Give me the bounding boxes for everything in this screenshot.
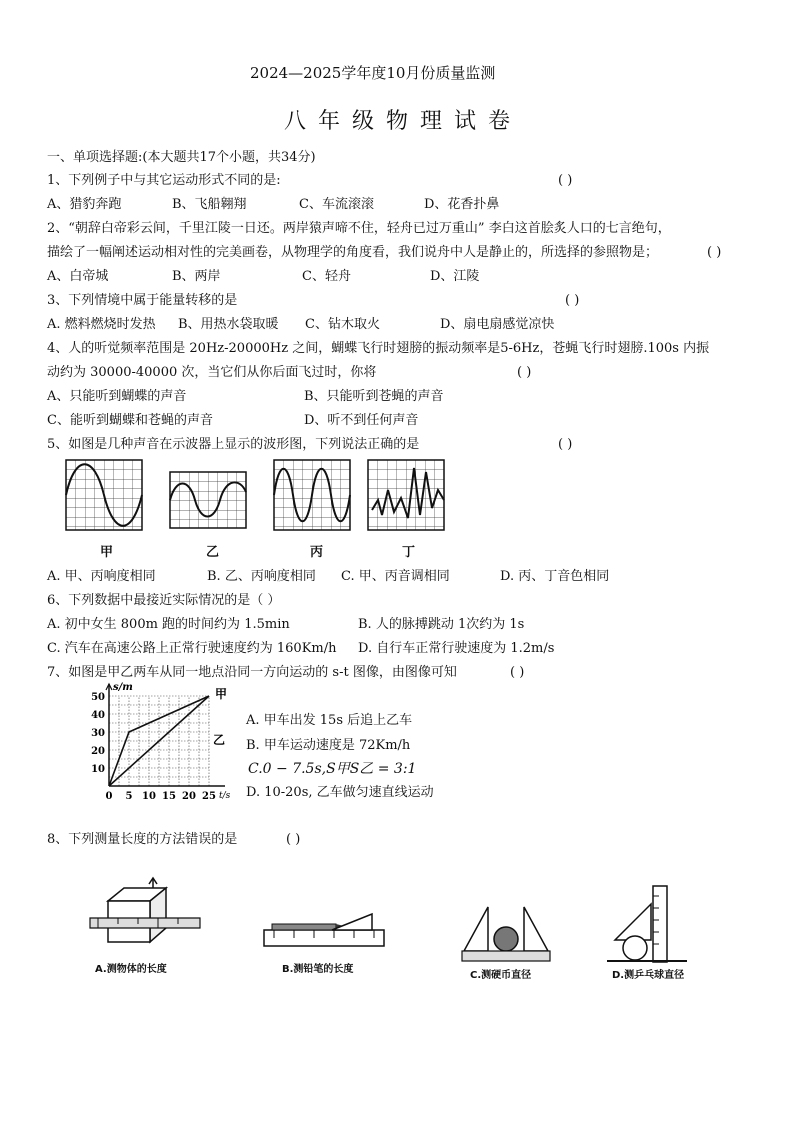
q6-option-a: A. 初中女生 800m 跑的时间约为 1.5min (47, 617, 290, 632)
q3-option-c: C、钻木取火 (305, 317, 380, 332)
q4-option-c: C、能听到蝴蝶和苍蝇的声音 (47, 413, 213, 428)
q6-option-d: D. 自行车正常行驶速度为 1.2m/s (358, 641, 555, 656)
q7-option-b: B. 甲车运动速度是 72Km/h (246, 738, 411, 753)
q5-answer-paren: ( ) (558, 437, 573, 452)
y-tick-label: 20 (91, 746, 105, 757)
q2-answer-paren: ( ) (707, 245, 722, 260)
figure-measure-coin (460, 905, 552, 963)
caption-d: D.测乒乓球直径 (612, 970, 685, 981)
x-tick-label: 10 (142, 791, 156, 802)
q1-stem: 1、下列例子中与其它运动形式不同的是: (47, 173, 281, 188)
caption-b: B.测铅笔的长度 (282, 964, 354, 975)
series-label-jia: 甲 (215, 687, 228, 701)
q3-option-a: A. 燃料燃烧时发热 (47, 317, 156, 332)
caption-c: C.测硬币直径 (470, 970, 532, 981)
q4-option-d: D、听不到任何声音 (304, 413, 419, 428)
waveform-jia (66, 460, 142, 530)
x-tick-label: 20 (182, 791, 196, 802)
q2-option-c: C、轻舟 (302, 269, 351, 284)
q6-stem: 6、下列数据中最接近实际情况的是（ ） (47, 593, 281, 608)
q5-stem: 5、如图是几种声音在示波器上显示的波形图，下列说法正确的是 (47, 437, 420, 452)
caption-a: A.测物体的长度 (95, 964, 167, 975)
series-label-yi: 乙 (213, 733, 226, 747)
q7-stem: 7、如图是甲乙两车从同一地点沿同一方向运动的 s-t 图像，由图像可知 (47, 665, 457, 680)
q1-option-b: B、飞船翱翔 (172, 197, 247, 212)
figure-measure-ball (607, 884, 689, 966)
x-tick-label: 0 (105, 791, 113, 802)
q7-option-a: A. 甲车出发 15s 后追上乙车 (246, 713, 413, 728)
y-tick-label: 40 (91, 710, 105, 721)
q5-option-b: B. 乙、丙响度相同 (207, 569, 316, 584)
x-axis-label: t/s (219, 791, 231, 801)
y-tick-label: 10 (91, 764, 105, 775)
q1-answer-paren: ( ) (558, 173, 573, 188)
q1-option-d: D、花香扑鼻 (424, 197, 500, 212)
waveform-label-bing: 丙 (310, 545, 324, 560)
x-tick-label: 5 (125, 791, 133, 802)
q3-stem: 3、下列情境中属于能量转移的是 (47, 293, 238, 308)
q2-stem-line2: 描绘了一幅阐述运动相对性的完美画卷，从物理学的角度看，我们说舟中人是静止的，所选择的参照物是； (47, 245, 659, 260)
q4-stem-line1: 4、人的听觉频率范围是 20Hz-20000Hz 之间，蝴蝶飞行时翅膀的振动频率是5-6Hz，苍蝇飞行时翅膀.100s 内振 (47, 341, 710, 356)
q4-stem-line2: 动约为 30000-40000 次，当它们从你后面飞过时，你将 (47, 365, 377, 380)
figure-measure-object (88, 876, 203, 956)
y-tick-label: 50 (91, 692, 105, 703)
waveform-yi (170, 472, 246, 528)
q4-option-b: B、只能听到苍蝇的声音 (304, 389, 444, 404)
x-tick-label: 15 (162, 791, 176, 802)
q3-option-d: D、扇电扇感觉凉快 (440, 317, 555, 332)
q3-option-b: B、用热水袋取暖 (178, 317, 279, 332)
y-tick-label: 30 (91, 728, 105, 739)
figure-measure-pencil (262, 912, 392, 956)
q4-answer-paren: ( ) (517, 365, 532, 380)
q2-option-a: A、白帝城 (47, 269, 109, 284)
waveform-ding (368, 460, 444, 530)
waveform-label-ding: 丁 (402, 545, 416, 560)
q8-answer-paren: ( ) (286, 832, 301, 847)
exam-header: 2024—2025学年度10月份质量监测 (250, 64, 496, 82)
waveform-bing (274, 460, 350, 530)
q7-answer-paren: ( ) (510, 665, 525, 680)
q1-option-c: C、车流滚滚 (299, 197, 374, 212)
oscilloscope-waveforms (62, 458, 462, 534)
q5-option-d: D. 丙、丁音色相同 (500, 569, 610, 584)
s-t-graph (85, 682, 265, 807)
q3-answer-paren: ( ) (565, 293, 580, 308)
y-axis-label: s/m (113, 682, 133, 693)
q2-stem-line1: 2、“朝辞白帝彩云间，千里江陵一日还。两岸猿声啼不住，轻舟已过万重山” 李白这首脍炙人口的七言绝句， (47, 221, 671, 236)
q5-option-c: C. 甲、丙音调相同 (341, 569, 450, 584)
q5-option-a: A. 甲、丙响度相同 (47, 569, 156, 584)
q2-option-b: B、两岸 (172, 269, 221, 284)
q7-option-d: D. 10-20s, 乙车做匀速直线运动 (246, 785, 434, 800)
x-tick-label: 25 (202, 791, 216, 802)
waveform-label-yi: 乙 (206, 545, 220, 560)
q6-option-c: C. 汽车在高速公路上正常行驶速度约为 160Km/h (47, 641, 337, 656)
q7-option-c: C.0 − 7.5s,S甲S乙 = 3:1 (248, 761, 417, 777)
q1-option-a: A、猎豹奔跑 (47, 197, 122, 212)
section-heading: 一、单项选择题:(本大题共17个小题，共34分) (47, 150, 316, 165)
q6-option-b: B. 人的脉搏跳动 1次约为 1s (358, 617, 525, 632)
q8-stem: 8、下列测量长度的方法错误的是 (47, 832, 238, 847)
q4-option-a: A、只能听到蝴蝶的声音 (47, 389, 187, 404)
q2-option-d: D、江陵 (430, 269, 480, 284)
page-title: 八年级物理试卷 (284, 109, 523, 134)
waveform-label-jia: 甲 (100, 545, 114, 560)
